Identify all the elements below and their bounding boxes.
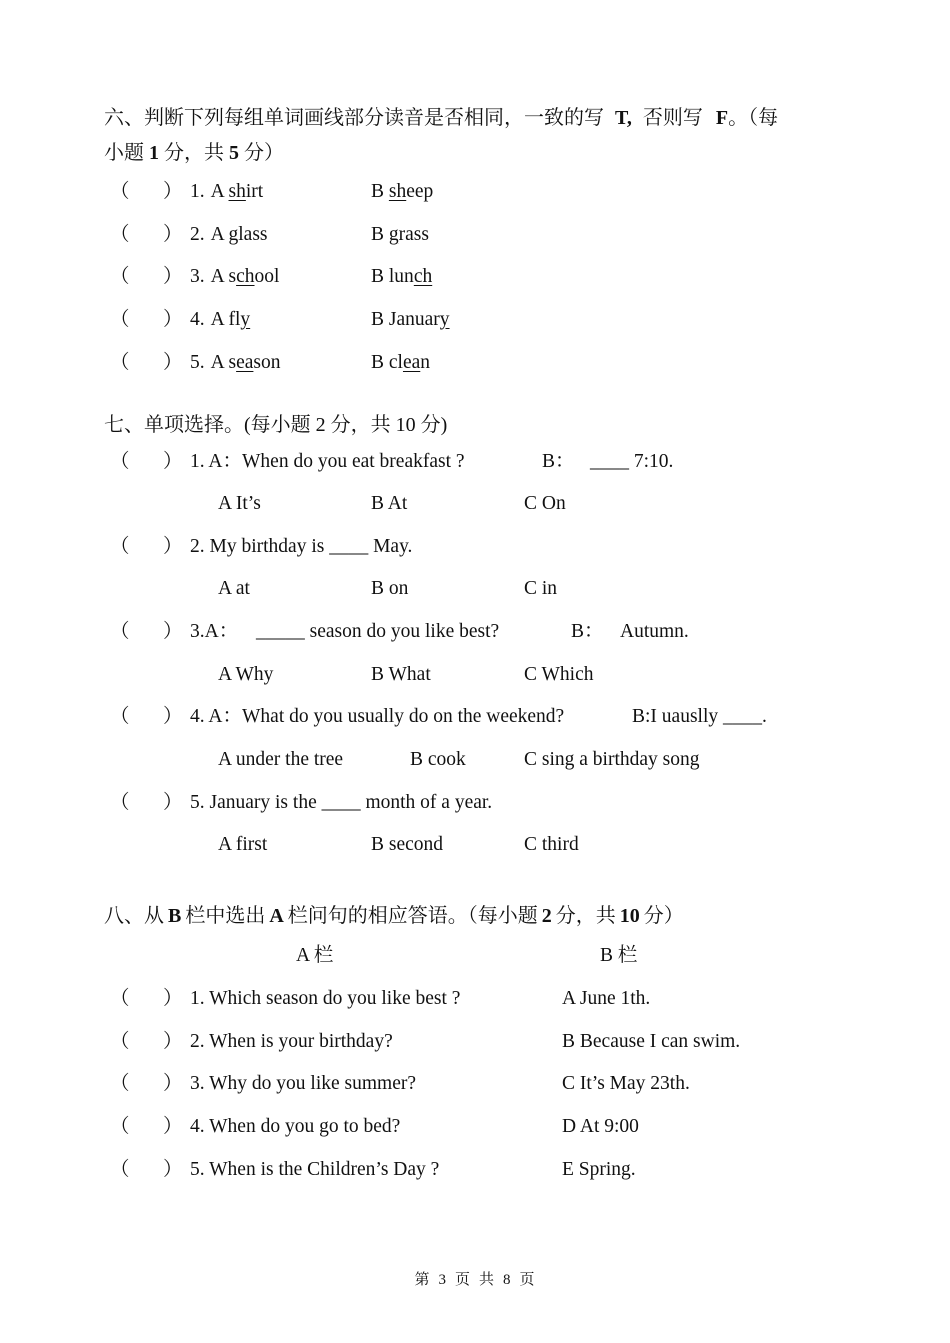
match-question: 5. When is the Children’s Day ? (190, 1159, 440, 1180)
word-a-underlined: ea (236, 352, 254, 373)
judge-item-b (371, 179, 433, 205)
question-text: 2. My birthday is ____ May. (190, 536, 413, 557)
answer-paren-close: ） (163, 451, 183, 472)
answer-paren-close: ） (163, 1073, 183, 1094)
page-footer: 第 3 页 共 8 页 (414, 1272, 536, 1288)
match-answer: D At 9:00 (562, 1116, 639, 1137)
word-b-prefix: B Januar (371, 309, 440, 330)
item-number: 4. (190, 309, 205, 330)
item-number: 2. (190, 224, 205, 245)
answer-paren-close: ） (163, 988, 183, 1009)
question-text: B： (571, 621, 604, 642)
choice-option[interactable]: B on (371, 578, 409, 599)
word-a-prefix: A (210, 224, 229, 245)
match-question: 4. When do you go to bed? (190, 1116, 401, 1137)
judge-item (190, 179, 263, 205)
word-b-suffix: eep (406, 181, 434, 202)
word-a-suffix: son (253, 352, 281, 373)
judge-item (190, 222, 268, 248)
answer-paren-open[interactable]: （ (110, 1073, 130, 1094)
column-b-header: B 栏 (600, 945, 638, 966)
choice-option[interactable]: C in (524, 578, 558, 599)
word-b-underlined: sh (388, 181, 407, 202)
answer-paren-close: ） (163, 1159, 183, 1180)
word-a-underlined: sh (228, 181, 246, 202)
choice-option[interactable]: C sing a birthday song (524, 749, 700, 770)
item-number: 1. (190, 181, 205, 202)
word-b-prefix: B lun (371, 266, 414, 287)
section8-title: 八、从 B 栏中选出 A 栏问句的相应答语。（每小题 2 分，共 10 分） (104, 905, 684, 927)
word-b-prefix: B (371, 181, 389, 202)
word-b-underlined: ea (402, 352, 421, 373)
section6-title-line2: 小题 1 分，共 5 分） (104, 142, 284, 164)
answer-paren-close: ） (163, 706, 183, 727)
judge-item-b (371, 264, 432, 290)
answer-paren-open[interactable]: （ (110, 792, 130, 813)
word-b-underlined: y (439, 309, 450, 330)
choice-option[interactable]: C third (524, 834, 579, 855)
answer-paren-close: ） (163, 352, 183, 373)
answer-paren-close: ） (163, 1031, 183, 1052)
choice-option[interactable]: C On (524, 493, 566, 514)
answer-paren-close: ） (163, 792, 183, 813)
word-a-underlined: ch (236, 266, 255, 287)
judge-item (190, 350, 281, 376)
answer-paren-close: ） (163, 1116, 183, 1137)
question-text: _____ season do you like best? (256, 621, 500, 642)
word-b-suffix: n (420, 352, 431, 373)
word-b-prefix: B cl (371, 352, 403, 373)
judge-item-b (371, 350, 430, 376)
word-b-suffix: rass (398, 224, 429, 245)
question-text: B： (542, 451, 575, 472)
judge-item (190, 307, 250, 333)
choice-option[interactable]: B cook (410, 749, 466, 770)
judge-item (190, 264, 279, 290)
choice-option[interactable]: A Why (218, 664, 274, 685)
answer-paren-close: ） (163, 224, 183, 245)
word-a-suffix: irt (245, 181, 264, 202)
question-text: 5. January is the ____ month of a year. (190, 792, 493, 813)
section6-title: 六、判断下列每组单词画线部分读音是否相同，一致的写 T, 否则写 F。（每 (104, 107, 779, 129)
answer-paren-open[interactable]: （ (110, 706, 130, 727)
choice-option[interactable]: B second (371, 834, 444, 855)
item-number: 3. (190, 266, 205, 287)
answer-paren-open[interactable]: （ (110, 988, 130, 1009)
judge-item-b (371, 307, 450, 333)
answer-paren-open[interactable]: （ (110, 1031, 130, 1052)
match-question: 3. Why do you like summer? (190, 1073, 417, 1094)
match-question: 1. Which season do you like best ? (190, 988, 461, 1009)
word-b-underlined: ch (413, 266, 433, 287)
answer-paren-open[interactable]: （ (110, 309, 130, 330)
answer-paren-close: ） (163, 309, 183, 330)
word-a-suffix: lass (238, 224, 268, 245)
match-answer: C It’s May 23th. (562, 1073, 690, 1094)
word-b-prefix: B (371, 224, 389, 245)
judge-item-b (371, 222, 429, 248)
choice-option[interactable]: A at (218, 578, 250, 599)
answer-paren-open[interactable]: （ (110, 1159, 130, 1180)
answer-paren-open[interactable]: （ (110, 451, 130, 472)
match-answer: E Spring. (562, 1159, 636, 1180)
choice-option[interactable]: A It’s (218, 493, 261, 514)
word-a-prefix: A fl (210, 309, 241, 330)
answer-paren-close: ） (163, 266, 183, 287)
word-a-prefix: A s (210, 352, 237, 373)
question-text: B:I uauslly ____. (632, 706, 767, 727)
choice-option[interactable]: A under the tree (218, 749, 344, 770)
question-text: 3.A： (190, 621, 239, 642)
answer-paren-open[interactable]: （ (110, 352, 130, 373)
word-a-prefix: A s (210, 266, 237, 287)
answer-paren-open[interactable]: （ (110, 224, 130, 245)
word-a-underlined: g (228, 224, 239, 245)
question-text: 4. A：What do you usually do on the weekend? (190, 706, 565, 727)
question-text: ____ 7:10. (590, 451, 674, 472)
word-a-suffix: ool (254, 266, 280, 287)
question-text: 1. A：When do you eat breakfast ? (190, 451, 465, 472)
column-a-header: A 栏 (296, 945, 334, 966)
answer-paren-close: ） (163, 621, 183, 642)
answer-paren-open[interactable]: （ (110, 1116, 130, 1137)
choice-option[interactable]: C Which (524, 664, 594, 685)
section7-title: 七、单项选择。(每小题 2 分，共 10 分) (104, 414, 448, 436)
answer-paren-open[interactable]: （ (110, 536, 130, 557)
match-answer: B Because I can swim. (562, 1031, 741, 1052)
answer-paren-close: ） (163, 181, 183, 202)
word-a-prefix: A (210, 181, 229, 202)
answer-paren-open[interactable]: （ (110, 621, 130, 642)
question-text: Autumn. (620, 621, 689, 642)
match-question: 2. When is your birthday? (190, 1031, 393, 1052)
answer-paren-close: ） (163, 536, 183, 557)
answer-paren-open[interactable]: （ (110, 181, 130, 202)
word-b-underlined: g (388, 224, 399, 245)
choice-option[interactable]: B At (371, 493, 408, 514)
answer-paren-open[interactable]: （ (110, 266, 130, 287)
choice-option[interactable]: A first (218, 834, 268, 855)
match-answer: A June 1th. (562, 988, 651, 1009)
word-a-underlined: y (240, 309, 251, 330)
item-number: 5. (190, 352, 205, 373)
choice-option[interactable]: B What (371, 664, 431, 685)
